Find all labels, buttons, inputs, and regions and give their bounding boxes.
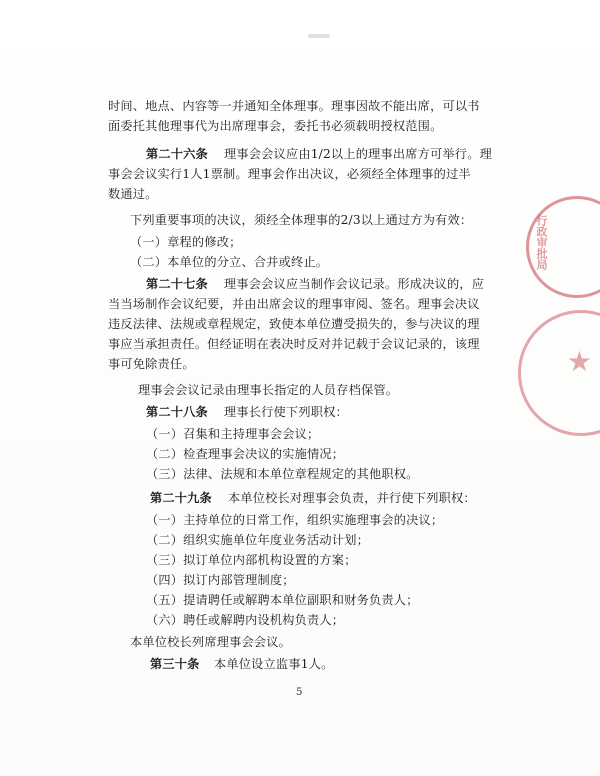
text-line: 本单位校长对理事会负责，并行使下列职权：: [228, 491, 476, 505]
text-line: 下列重要事项的决议，须经全体理事的2/3以上通过方为有效：: [130, 213, 473, 227]
text-line: 理事会会议应由1/2以上的理事出席方可举行。理: [224, 147, 492, 161]
seal-text: 行政审批局: [535, 215, 548, 270]
list-item: （二）检查理事会决议的实施情况；: [146, 447, 345, 461]
list-item: （五）提请聘任或解聘本单位副职和财务负责人；: [146, 593, 419, 607]
article-heading: 第三十条: [150, 657, 200, 671]
article-heading: 第二十七条: [146, 277, 208, 291]
list-item: （二）组织实施单位年度业务活动计划；: [146, 533, 369, 547]
text-line: 理事长行使下列职权：: [224, 405, 348, 419]
text-line: 数通过。: [108, 187, 158, 201]
text-line: 事应当承担责任。但经证明在表决时反对并记载于会议记录的，该理: [108, 337, 480, 351]
list-item: （三）拟订单位内部机构设置的方案；: [146, 553, 357, 567]
list-item: （一）章程的修改；: [130, 235, 242, 249]
list-item: （三）法律、法规和本单位章程规定的其他职权。: [146, 467, 419, 481]
list-item: （四）拟订内部管理制度；: [146, 573, 295, 587]
text-line: 本单位设立监事1人。: [214, 657, 334, 671]
text-line: 事会会议实行1人1票制。理事会作出决议，必须经全体理事的过半: [108, 167, 471, 181]
article-heading: 第二十九条: [150, 491, 212, 505]
text-line: 时间、地点、内容等一并通知全体理事。理事因故不能出席，可以书: [108, 99, 480, 113]
article-heading: 第二十六条: [146, 147, 208, 161]
page-number: 5: [296, 687, 303, 698]
text-line: 理事会会议记录由理事长指定的人员存档保管。: [138, 383, 399, 397]
list-item: （一）召集和主持理事会会议；: [146, 427, 320, 441]
red-seal: [526, 196, 600, 298]
text-line: 违反法律、法规或章程规定，致使本单位遭受损失的，参与决议的理: [108, 317, 480, 331]
text-line: 理事会会议应当制作会议记录。形成决议的，应: [224, 277, 485, 291]
list-item: （六）聘任或解聘内设机构负责人；: [146, 613, 345, 627]
seal-star-icon: ★: [566, 345, 592, 378]
list-item: （一）主持单位的日常工作，组织实施理事会的决议；: [146, 513, 444, 527]
article-heading: 第二十八条: [146, 405, 208, 419]
text-line: 事可免除责任。: [108, 357, 195, 371]
scan-mark: [308, 34, 330, 38]
text-line: 当当场制作会议纪要，并由出席会议的理事审阅、签名。理事会决议: [108, 297, 480, 311]
text-line: 面委托其他理事代为出席理事会，委托书必须载明授权范围。: [108, 119, 443, 133]
list-item: （二）本单位的分立、合并或终止。: [130, 255, 329, 269]
text-line: 本单位校长列席理事会会议。: [130, 635, 292, 649]
